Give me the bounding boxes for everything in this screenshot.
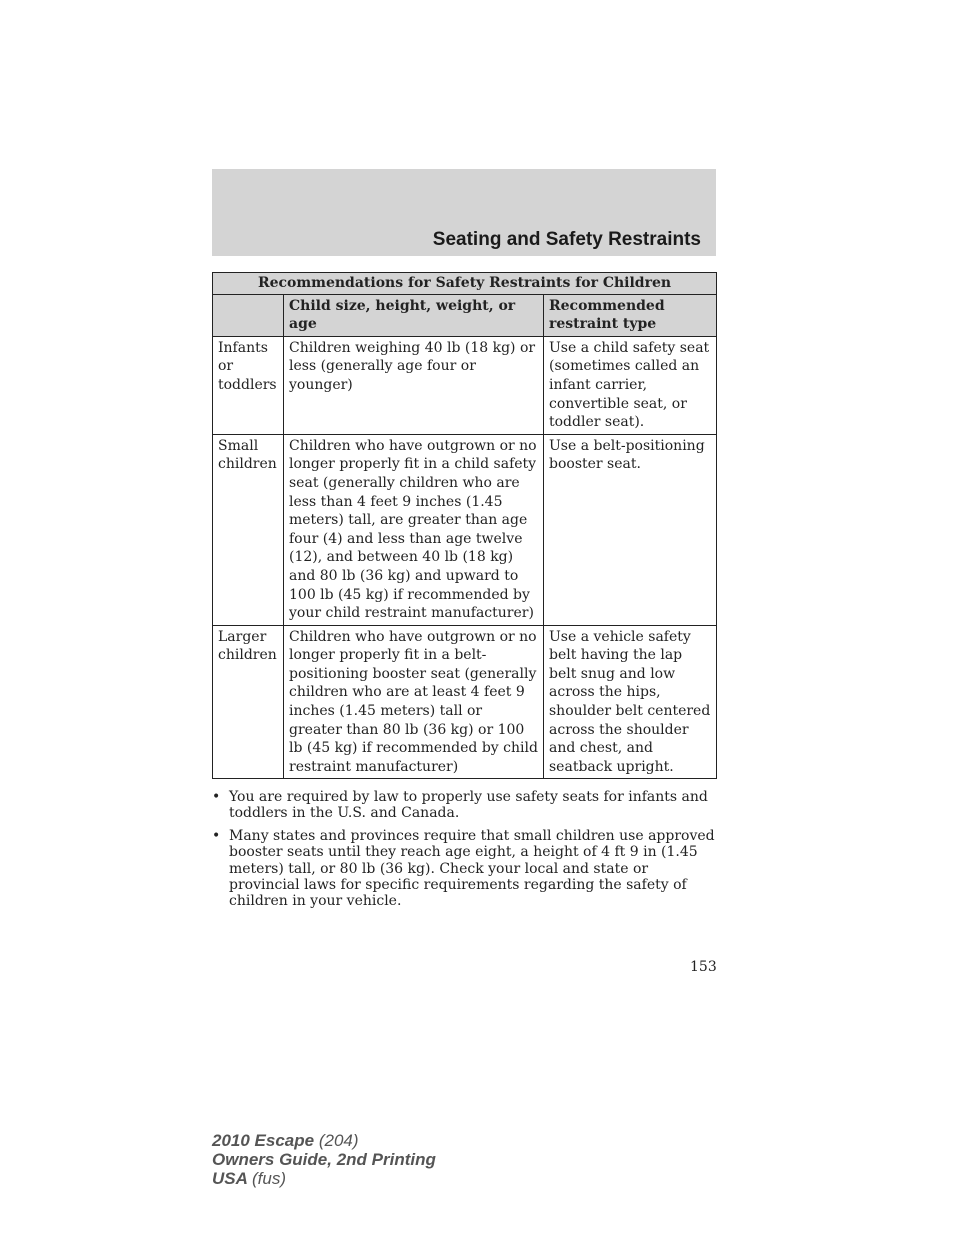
list-item-text: You are required by law to properly use safety seats for infants and toddlers in the U.S. and Canada.	[229, 789, 708, 822]
cell-restraint: Use a belt-positioning booster seat.	[544, 434, 717, 625]
column-header-restraint: Recommended restraint type	[544, 294, 717, 336]
list-item	[212, 789, 716, 822]
cell-category: Infants or toddlers	[213, 336, 284, 434]
footer-market: USA	[212, 1169, 248, 1188]
cell-size: Children who have outgrown or no longer properly fit in a belt-positioning booster seat (generally children who are at least 4 feet 9 inches (1.45 meters) tall or greater than 80 lb (36 kg) or 100 lb (45 kg) if recommended by child restraint manufacturer)	[284, 625, 544, 779]
section-header-band	[212, 169, 716, 256]
table-row	[213, 625, 717, 779]
table-row	[213, 336, 717, 434]
footer-model: 2010 Escape	[212, 1131, 315, 1150]
cell-category: Small children	[213, 434, 284, 625]
cell-restraint: Use a child safety seat (sometimes called an infant carrier, convertible seat, or toddler seat).	[544, 336, 717, 434]
section-title: Seating and Safety Restraints	[432, 229, 701, 250]
table-caption: Recommendations for Safety Restraints for Children	[213, 273, 717, 295]
footer-edition: Owners Guide, 2nd Printing	[212, 1150, 436, 1169]
column-header-size: Child size, height, weight, or age	[284, 294, 544, 336]
footer-line-edition	[212, 1150, 436, 1169]
document-footer	[212, 1131, 436, 1188]
page-number: 153	[690, 959, 717, 975]
cell-size: Children weighing 40 lb (18 kg) or less (generally age four or younger)	[284, 336, 544, 434]
cell-restraint: Use a vehicle safety belt having the lap belt snug and low across the hips, shoulder belt centered across the shoulder and chest, and seatback upright.	[544, 625, 717, 779]
footer-model-code: (204)	[318, 1131, 359, 1150]
cell-category: Larger children	[213, 625, 284, 779]
restraint-recommendations-table	[212, 272, 717, 779]
list-item-text: Many states and provinces require that small children use approved booster seats until they reach age eight, a height of 4 ft 9 in (1.45 meters) tall, or 80 lb (36 kg). Check your local and state or provincial laws for specific requirements regarding the safety of children in your vehicle.	[229, 827, 715, 910]
bullet-icon: •	[212, 789, 221, 805]
bullet-icon: •	[212, 827, 221, 844]
list-item	[212, 828, 716, 910]
table-row	[213, 434, 717, 625]
footer-market-code: (fus)	[252, 1169, 286, 1188]
column-header-category	[213, 294, 284, 336]
notes-list	[212, 789, 716, 916]
footer-line-market	[212, 1169, 436, 1188]
cell-size: Children who have outgrown or no longer properly fit in a child safety seat (generally children who are less than 4 feet 9 inches (1.45 meters) tall, are greater than age four (4) and less than age twelve (12), and between 40 lb (18 kg) and 80 lb (36 kg) and upward to 100 lb (45 kg) if recommended by your child restraint manufacturer)	[284, 434, 544, 625]
footer-line-model	[212, 1131, 436, 1150]
